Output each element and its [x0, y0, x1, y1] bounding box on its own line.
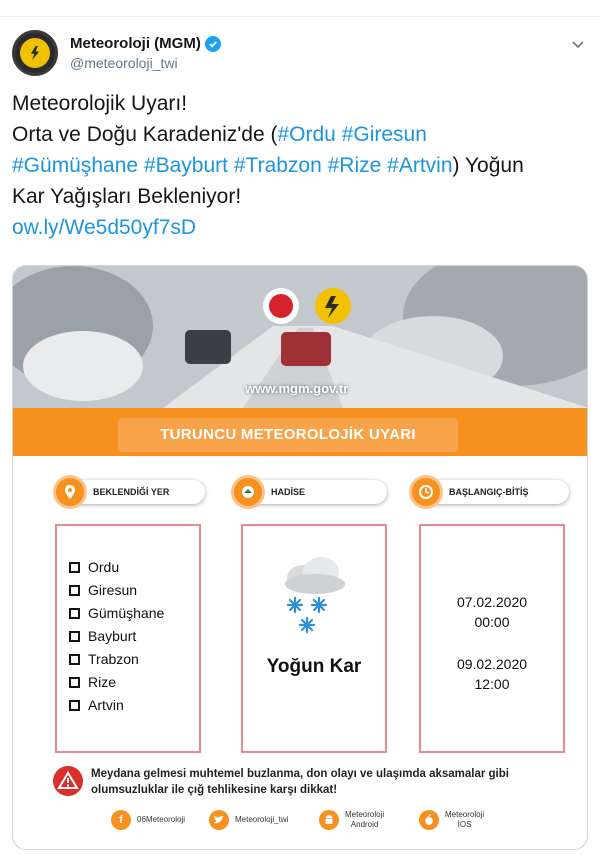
location-pin-icon: [53, 475, 87, 509]
list-item: [69, 625, 164, 648]
android-icon: [319, 810, 339, 830]
hashtag-link[interactable]: #Ordu: [277, 123, 336, 146]
facebook-icon: f: [111, 810, 131, 830]
location-name: Trabzon: [88, 651, 139, 667]
location-name: Bayburt: [88, 628, 137, 644]
location-name: Ordu: [88, 559, 120, 575]
hashtag-link[interactable]: #Rize: [327, 154, 382, 177]
event-panel: [241, 524, 387, 753]
checkbox-icon: [69, 654, 80, 665]
author-name-row[interactable]: [70, 35, 221, 52]
tweet-text-fragment: Orta ve Doğu Karadeniz'de (: [12, 123, 278, 146]
tweet-line: Kar Yağışları Bekleniyor!: [12, 185, 242, 208]
header-time-label: BAŞLANGIÇ-BİTİŞ: [449, 487, 529, 497]
start-date: 07.02.2020: [456, 594, 528, 610]
mgm-logo-icon: [20, 38, 50, 68]
checkbox-icon: [69, 608, 80, 619]
media-image[interactable]: [12, 265, 588, 850]
social-label: Meteoroloji_twi: [235, 815, 289, 824]
location-list: [69, 556, 164, 717]
list-item: [69, 579, 164, 602]
tweet-line: Meteorolojik Uyarı!: [12, 92, 188, 115]
weather-icon: [231, 475, 265, 509]
time-panel: [419, 524, 565, 753]
social-facebook: [111, 810, 185, 830]
snow-photo: [13, 266, 588, 408]
end-date: 09.02.2020: [456, 656, 528, 672]
header-location: [57, 480, 205, 504]
checkbox-icon: [69, 700, 80, 711]
hashtag-link[interactable]: #Trabzon: [233, 154, 322, 177]
hashtag-link[interactable]: #Artvin: [387, 154, 453, 177]
social-label: Android: [350, 820, 379, 829]
list-item: [69, 694, 164, 717]
header-time: [413, 480, 569, 504]
twitter-icon: [209, 810, 229, 830]
social-ios: [419, 810, 484, 830]
chevron-down-icon[interactable]: [568, 34, 588, 54]
checkbox-icon: [69, 631, 80, 642]
list-item: [69, 648, 164, 671]
social-android: [319, 810, 384, 830]
clock-icon: [409, 475, 443, 509]
hashtag-link[interactable]: #Bayburt: [143, 154, 228, 177]
social-label-group: [445, 810, 484, 830]
tweet-line: [12, 212, 592, 243]
hashtag-link[interactable]: #Giresun: [341, 123, 427, 146]
location-name: Rize: [88, 674, 117, 690]
social-label-group: [345, 810, 384, 830]
location-panel: [55, 524, 201, 753]
list-item: [69, 602, 164, 625]
social-label: İOS: [457, 820, 472, 829]
social-twitter: [209, 810, 288, 830]
tweet-text: [12, 88, 592, 243]
social-label: Meteoroloji: [345, 810, 385, 819]
checkbox-icon: [69, 562, 80, 573]
warning-icon: [53, 766, 83, 796]
author-block: [70, 35, 221, 71]
list-item: [69, 671, 164, 694]
website-text: www.mgm.gov.tr: [245, 381, 349, 396]
location-name: Giresun: [88, 582, 138, 598]
author-avatar[interactable]: [12, 30, 58, 76]
verified-badge-icon: [205, 36, 221, 52]
tweet-line: [12, 150, 592, 181]
social-label: 06Meteoroloji: [137, 815, 186, 824]
checkbox-icon: [69, 677, 80, 688]
header-event: [235, 480, 387, 504]
start-time: 00:00: [474, 614, 510, 630]
header-location-label: BEKLENDİĞİ YER: [93, 487, 170, 497]
end-time: 12:00: [474, 676, 510, 692]
location-name: Gümüşhane: [88, 605, 165, 621]
apple-icon: [419, 810, 439, 830]
hashtag-link[interactable]: #Gümüşhane: [12, 154, 139, 177]
banner-title: TURUNCU METEOROLOJİK UYARI: [160, 426, 416, 443]
top-divider: [0, 16, 600, 17]
author-handle[interactable]: @meteoroloji_twi: [70, 55, 178, 71]
location-name: Artvin: [88, 697, 124, 713]
tweet-line: [12, 119, 592, 150]
snow-cloud-icon: [279, 554, 351, 649]
list-item: [69, 556, 164, 579]
warning-text: Meydana gelmesi muhtemel buzlanma, don olayı ve ulaşımda aksamalar gibi olumsuzluklar ile çığ tehlikesine karşı dikkat!: [91, 768, 509, 796]
checkbox-icon: [69, 585, 80, 596]
social-label: Meteoroloji: [445, 810, 485, 819]
tweet-text-fragment: ) Yoğun: [452, 154, 524, 177]
header-event-label: HADİSE: [271, 487, 306, 497]
author-name[interactable]: Meteoroloji (MGM): [70, 35, 201, 52]
tweet-link[interactable]: ow.ly/We5d50yf7sD: [12, 216, 197, 239]
event-label: Yoğun Kar: [266, 656, 362, 677]
